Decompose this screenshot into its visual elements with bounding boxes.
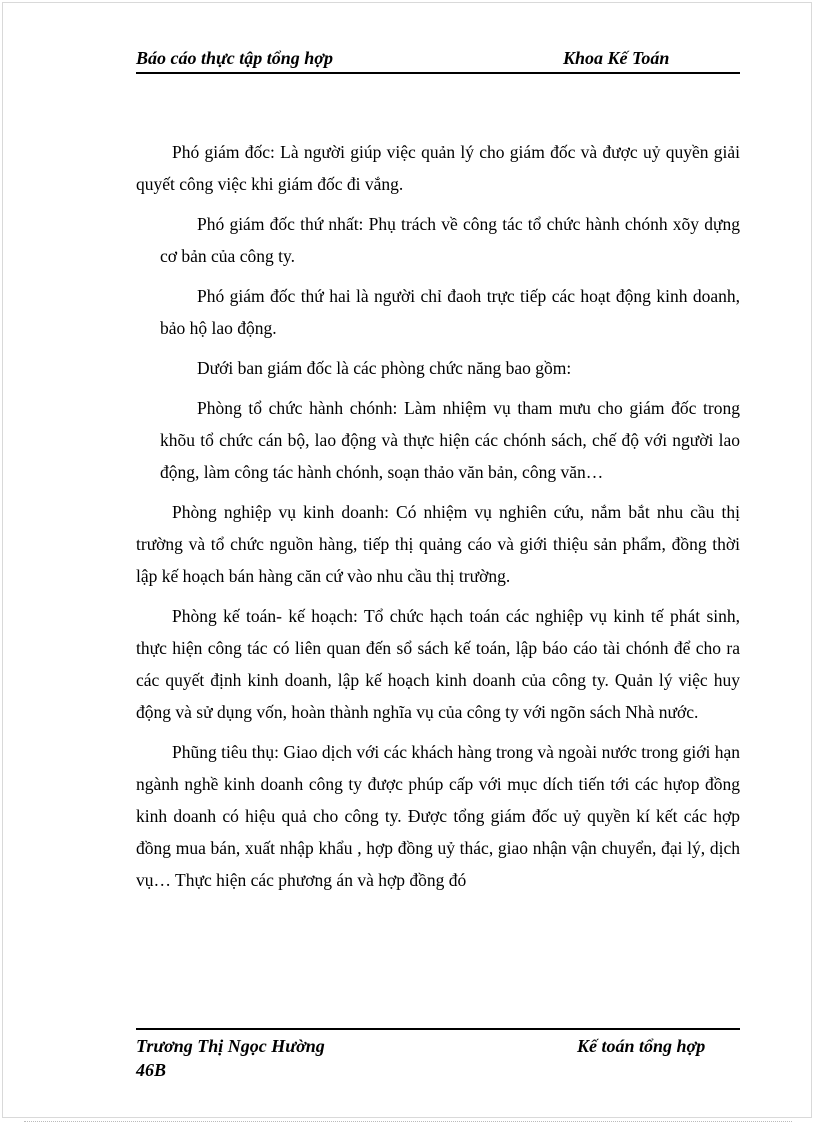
footer-subject: Kế toán tổng hợp	[577, 1036, 706, 1056]
paragraph-sales-department: Phũng tiêu thụ: Giao dịch với các khách hàng trong và ngoài nước trong giới hạn ngành nghề kinh doanh công ty được phúp cấp với mục dích tiến tới các hựop đồng kinh doanh có hiệu quả cho công ty. Được tổng giám đốc uỷ quyền kí kết các hợp đồng mua bán, xuất nhập khẩu , hợp đồng uỷ thác, giao nhận vận chuyển, đại lý, dịch vụ… Thực hiện các phương án và hợp đồng đó	[136, 742, 740, 890]
paragraph-business-department: Phòng nghiệp vụ kinh doanh: Có nhiệm vụ nghiên cứu, nắm bắt nhu cầu thị trường và tổ chức nguồn hàng, tiếp thị quảng cáo và giới thiệu sản phẩm, đồng thời lập kế hoạch bán hàng căn cứ vào nhu cầu thị trường.	[136, 502, 740, 586]
page-bottom-divider	[24, 1121, 792, 1122]
paragraph-admin-department: Phòng tổ chức hành chónh: Làm nhiệm vụ tham mưu cho giám đốc trong khõu tổ chức cán bộ, lao động và thực hiện các chónh sách, chế độ với người lao động, làm công tác hành chónh, soạn thảo văn bản, công văn…	[160, 398, 740, 482]
paragraph-accounting-department: Phòng kế toán- kế hoạch: Tổ chức hạch toán các nghiệp vụ kinh tế phát sinh, thực hiện công tác có liên quan đến sổ sách kế toán, lập báo cáo tài chónh để cho ra các quyết định kinh doanh, lập kế hoạch kinh doanh của công ty. Quản lý việc huy động và sử dụng vốn, hoàn thành nghĩa vụ của công ty với ngõn sách Nhà nước.	[136, 606, 740, 722]
header-report-title: Báo cáo thực tập tổng hợp	[136, 48, 333, 68]
document-body	[136, 136, 740, 904]
footer-author-class: 46B	[136, 1060, 167, 1080]
header-department: Khoa Kế Toán	[563, 48, 670, 68]
page-header	[136, 46, 740, 74]
paragraph-first-deputy: Phó giám đốc thứ nhất: Phụ trách về công tác tổ chức hành chónh xõy dựng cơ bản của công ty.	[160, 214, 740, 266]
paragraph-second-deputy: Phó giám đốc thứ hai là người chỉ đaoh trực tiếp các hoạt động kinh doanh, bảo hộ lao động.	[160, 286, 740, 338]
paragraph-deputy-director: Phó giám đốc: Là người giúp việc quản lý cho giám đốc và được uỷ quyền giải quyết công việc khi giám đốc đi vắng.	[136, 142, 740, 194]
paragraph-departments-intro: Dưới ban giám đốc là các phòng chức năng bao gồm:	[197, 358, 572, 378]
footer-author	[136, 1034, 325, 1082]
page-footer	[136, 1028, 740, 1080]
footer-author-name: Trương Thị Ngọc Hường	[136, 1036, 325, 1056]
